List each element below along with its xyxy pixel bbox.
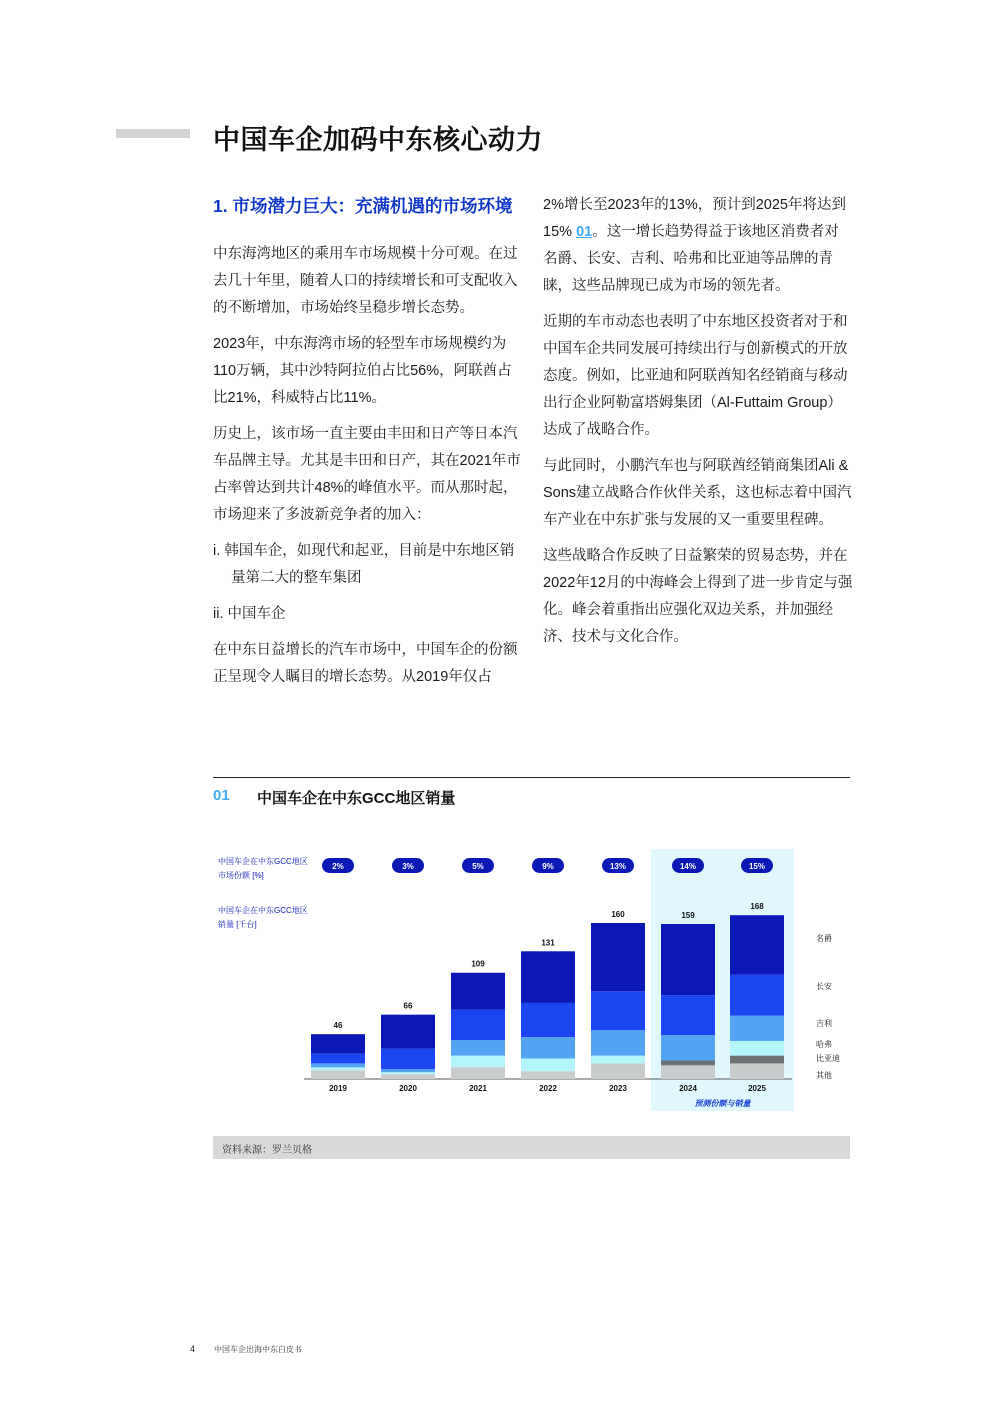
figure-number: 01 xyxy=(213,787,230,804)
bar-segment-比亚迪 xyxy=(730,1056,784,1064)
bar-segment-其他 xyxy=(451,1067,505,1079)
category-label: 2020 xyxy=(399,1084,417,1093)
bar-segment-长安 xyxy=(521,1003,575,1037)
total-label: 109 xyxy=(471,959,485,969)
bar-segment-名爵 xyxy=(451,973,505,1010)
footer-title: 中国车企出海中东白皮书 xyxy=(214,1345,302,1354)
total-label: 131 xyxy=(541,938,555,948)
total-label: 159 xyxy=(681,910,695,920)
figure-reference-link[interactable]: 01 xyxy=(576,224,593,240)
list-item: i. 韩国车企，如现代和起亚，目前是中东地区销量第二大的整车集团 xyxy=(213,543,515,586)
bar-segment-其他 xyxy=(591,1063,645,1079)
bar-segment-吉利 xyxy=(730,1016,784,1041)
bar-segment-名爵 xyxy=(311,1034,365,1054)
figure-title: 中国车企在中东GCC地区销量 xyxy=(257,790,456,807)
bar-segment-名爵 xyxy=(521,951,575,1003)
bar-segment-哈弗 xyxy=(451,1056,505,1068)
bar-segment-吉利 xyxy=(381,1069,435,1072)
total-label: 66 xyxy=(403,1001,413,1011)
bar-segment-长安 xyxy=(311,1054,365,1064)
paragraph-text: 。这一增长趋势得益于该地区消费者对名爵、长安、吉利、哈弗和比亚迪等品牌的青睐，这些品牌现已成为市场的领先者。 xyxy=(543,224,839,294)
share-value: 15% xyxy=(748,862,766,871)
share-value: 5% xyxy=(472,862,484,871)
bar-segment-名爵 xyxy=(591,923,645,991)
category-label: 2021 xyxy=(469,1084,487,1093)
paragraph: 在中东日益增长的汽车市场中，中国车企的份额正呈现令人瞩目的增长态势。从2019年仅占 xyxy=(213,642,518,685)
total-label: 160 xyxy=(611,910,625,919)
bar-segment-吉利 xyxy=(591,1030,645,1055)
category-label: 2023 xyxy=(609,1084,627,1093)
bar-segment-长安 xyxy=(381,1049,435,1069)
category-label: 2019 xyxy=(329,1084,347,1093)
volume-label: 中国车企在中东GCC地区 xyxy=(218,906,308,915)
bar-segment-吉利 xyxy=(451,1040,505,1056)
bar-segment-哈弗 xyxy=(730,1041,784,1056)
share-label: 中国车企在中东GCC地区 xyxy=(218,857,308,866)
paragraph: 中东海湾地区的乘用车市场规模十分可观。在过去几十年里，随着人口的持续增长和可支配收入的不断增加，市场始终呈稳步增长态势。 xyxy=(213,246,518,316)
total-label: 168 xyxy=(750,902,764,912)
bar-segment-吉利 xyxy=(311,1063,365,1067)
category-label: 2022 xyxy=(539,1084,557,1093)
bar-segment-名爵 xyxy=(730,915,784,974)
bar-segment-哈弗 xyxy=(521,1059,575,1072)
section-heading: 1. 市场潜力巨大：充满机遇的市场环境 xyxy=(213,196,513,216)
bar-segment-其他 xyxy=(661,1065,715,1079)
paragraph: 历史上，该市场一直主要由丰田和日产等日本汽车品牌主导。尤其是丰田和日产，其在2021年市占率曾达到共计48%的峰值水平。而从那时起，市场迎来了多波新竞争者的加入： xyxy=(213,426,521,523)
bar-segment-吉利 xyxy=(661,1035,715,1060)
bar-segment-比亚迪 xyxy=(661,1060,715,1065)
legend-label: 比亚迪 xyxy=(816,1054,840,1063)
bar-segment-长安 xyxy=(451,1010,505,1040)
bar-segment-吉利 xyxy=(521,1037,575,1058)
share-value: 9% xyxy=(542,862,554,871)
forecast-label: 预测份额与销量 xyxy=(694,1099,751,1108)
legend-label: 其他 xyxy=(816,1071,832,1080)
legend-label: 名爵 xyxy=(816,934,832,943)
legend-label: 长安 xyxy=(816,982,832,991)
bar-segment-长安 xyxy=(661,995,715,1035)
bar-segment-其他 xyxy=(381,1074,435,1079)
share-value: 13% xyxy=(609,862,627,871)
list-item: ii. 中国车企 xyxy=(213,606,286,622)
volume-label: 销量 [千台] xyxy=(218,920,257,929)
page-number: 4 xyxy=(190,1344,196,1354)
total-label: 46 xyxy=(333,1021,343,1031)
paragraph: 这些战略合作反映了日益繁荣的贸易态势，并在2022年12月的中海峰会上得到了进一步肯定与强化。峰会着重指出应强化双边关系，并加强经济、技术与文化合作。 xyxy=(543,548,853,645)
paragraph-text: 2%增长至2023年的13%，预计到2025年将达到15% xyxy=(543,197,846,240)
bar-segment-其他 xyxy=(311,1070,365,1079)
legend-label: 吉利 xyxy=(816,1019,832,1028)
category-label: 2025 xyxy=(748,1084,766,1093)
share-value: 14% xyxy=(679,862,697,871)
bar-segment-名爵 xyxy=(381,1015,435,1049)
category-label: 2024 xyxy=(679,1084,697,1093)
legend-label: 哈弗 xyxy=(816,1040,832,1049)
share-value: 3% xyxy=(402,862,414,871)
bar-segment-长安 xyxy=(591,991,645,1030)
bar-segment-哈弗 xyxy=(591,1056,645,1064)
bar-segment-其他 xyxy=(730,1063,784,1079)
paragraph: 近期的车市动态也表明了中东地区投资者对于和中国车企共同发展可持续出行与创新模式的开放态度。例如，比亚迪和阿联酋知名经销商与移动出行企业阿勒富塔姆集团（Al-Futtaim Group）达成了战略合作。 xyxy=(543,314,848,438)
paragraph: 与此同时，小鹏汽车也与阿联酋经销商集团Ali & Sons建立战略合作伙伴关系，这也标志着中国汽车产业在中东扩张与发展的又一重要里程碑。 xyxy=(543,458,852,528)
share-value: 2% xyxy=(332,862,344,871)
bar-segment-其他 xyxy=(521,1071,575,1079)
paragraph: 2023年，中东海湾市场的轻型车市场规模约为110万辆，其中沙特阿拉伯占比56%，阿联酋占比21%，科威特占比11%。 xyxy=(213,336,512,406)
bar-segment-哈弗 xyxy=(311,1067,365,1070)
figure-source: 资料来源：罗兰贝格 xyxy=(222,1145,312,1156)
page-title: 中国车企加码中东核心动力 xyxy=(213,125,543,155)
bar-segment-名爵 xyxy=(661,924,715,995)
bar-segment-哈弗 xyxy=(381,1072,435,1074)
bar-segment-长安 xyxy=(730,975,784,1016)
share-label: 市场份额 [%] xyxy=(218,871,264,880)
